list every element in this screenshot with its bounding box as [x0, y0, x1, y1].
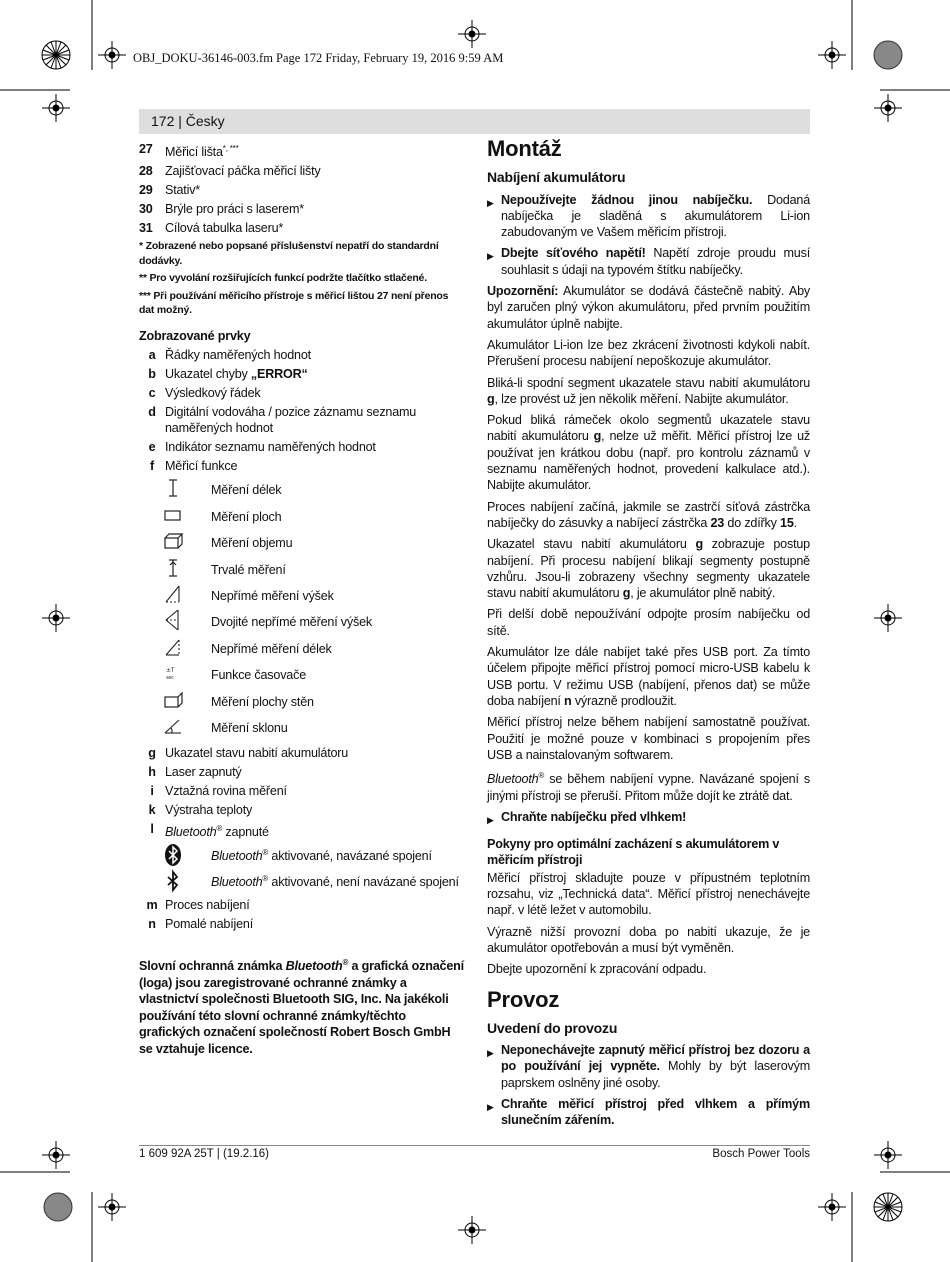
page-header-bar — [139, 109, 810, 134]
legend-letter: c — [148, 386, 156, 401]
legend-item — [139, 385, 465, 401]
paragraph-charge-indicator: Ukazatel stavu nabití akumulátoru g zobrazuje postup nabíjení. Při procesu nabíjení blikají segmenty postupně vzhůru. Jsou-li zobrazeny všechny segmenty ukazatele stavu nabití akumulátoru g, je akumulátor plně nabitý. — [487, 537, 810, 601]
bullet-charger: ▶ Nepoužívejte žádnou jinou nabíječku. Dodaná nabíječka je sladěná s akumulátorem Li-ion zabudovaným ve Vašem měřicím přístroji. — [487, 192, 810, 240]
right-column — [487, 136, 810, 1134]
function-item — [139, 530, 465, 556]
trademark-note: Slovní ochranná známka Bluetooth® a grafická označení (loga) jsou zaregistrované ochranné známky a vlastnictví společnosti Bluetooth SIG, Inc. Na jakékoli používání této slovní ochranné známky/těchto grafických označení společností Robert Bosch GmbH se vztahuje licence. — [139, 957, 464, 1056]
function-item — [139, 609, 465, 635]
file-header: OBJ_DOKU-36146-003.fm Page 172 Friday, February 19, 2016 9:59 AM — [133, 51, 504, 65]
section-provoz: Provoz — [487, 986, 560, 1012]
left-column — [139, 141, 465, 1057]
function-item — [139, 715, 465, 741]
legend-item — [139, 916, 465, 932]
paragraph-storage: Měřicí přístroj skladujte pouze v přípustném teplotním rozsahu, viz „Technická data“. Měřicí přístroj nenechávejte např. v létě ležet v automobilu. — [487, 870, 810, 918]
item-label: Stativ* — [165, 183, 200, 198]
page-header: 172 | Česky — [151, 113, 225, 129]
numbered-item — [139, 141, 465, 160]
timer-icon — [139, 663, 195, 687]
item-number: 29 — [139, 183, 153, 198]
legend-label: Digitální vodováha / pozice záznamu seznamu naměřených hodnot — [165, 405, 417, 436]
legend-item — [139, 821, 465, 840]
item-number: 31 — [139, 221, 153, 236]
numbered-item — [139, 182, 465, 198]
legend-label: Výstraha teploty — [165, 803, 253, 818]
paragraph-empty-battery: Pokud bliká rámeček okolo segmentů ukazatele stavu nabití akumulátoru g, nelze už měřit. Měřicí přístroj lze už používat jen krátkou dobu (např. pro kontrolu záznamů v seznamu naměřených hodnot, provedení kalkulace atd.). Nabijte akumulátor. — [487, 413, 810, 493]
function-label: Měření objemu — [211, 536, 293, 551]
wall-area-icon — [139, 690, 195, 714]
legend-item — [139, 347, 465, 363]
function-label: Dvojité nepřímé měření výšek — [211, 615, 372, 630]
function-label: Měření délek — [211, 483, 282, 498]
paragraph-usb: Akumulátor lze dále nabíjet také přes USB port. Za tímto účelem připojte měřicí přístroj pomocí micro-USB kabelu k USB portu. V režimu USB (nabíjení, přenos dat) se může doba nabíjení n výrazně prodloužit. — [487, 645, 810, 708]
bluetooth-list — [139, 843, 465, 895]
footer-left: 1 609 92A 25T | (19.2.16) — [139, 1148, 270, 1160]
function-item — [139, 689, 465, 715]
legend-label: Indikátor seznamu naměřených hodnot — [165, 440, 376, 455]
heading-charging: Nabíjení akumulátoru — [487, 169, 626, 186]
items-a-f — [139, 347, 465, 475]
numbered-item — [139, 201, 465, 217]
paragraph-charging-start: Proces nabíjení začíná, jakmile se zastrčí síťová zástrčka nabíječky do zásuvky a nabíjecí zástrčka 23 do zdířky 15. — [487, 499, 810, 530]
bullet-unattended: ▶ Neponechávejte zapnutý měřicí přístroj bez dozoru a po používání jej vypněte. Mohly by být laserovým paprskem oslněny jiné osoby. — [487, 1043, 810, 1090]
legend-label: Ukazatel chyby „ERROR“ — [165, 367, 308, 382]
function-item — [139, 504, 465, 530]
legend-label: Proces nabíjení — [165, 898, 250, 913]
legend-letter: f — [150, 459, 154, 474]
paragraph-unplug: Při delší době nepoužívání odpojte prosím nabíječku od sítě. — [487, 607, 810, 638]
footnote: ** Pro vyvolání rozšiřujících funkcí podržte tlačítko stlačené. — [139, 272, 427, 285]
legend-item — [139, 439, 465, 455]
paragraph-wear: Výrazně nižší provozní doba po nabití ukazuje, že je akumulátor opotřebován a musí být vyměněn. — [487, 924, 810, 955]
footnote: * Zobrazené nebo popsané příslušenství nepatří do standardní dodávky. — [139, 240, 439, 267]
bullet-voltage: ▶ Dbejte síťového napětí! Napětí zdroje proudu musí souhlasit s údaji na typovém štítku nabíječky. — [487, 246, 810, 277]
numbered-list — [139, 141, 465, 236]
paragraph-disposal: Dbejte upozornění k zpracování odpadu. — [487, 962, 707, 977]
bluetooth-connected-icon — [139, 843, 195, 871]
heading-startup: Uvedení do provozu — [487, 1019, 618, 1036]
indirect-height-icon — [139, 584, 195, 608]
legend-item — [139, 764, 465, 780]
legend-item — [139, 745, 465, 761]
function-label: Měření plochy stěn — [211, 694, 314, 709]
legend-italic: Bluetooth — [165, 825, 217, 840]
display-heading: Zobrazované prvky — [139, 328, 251, 343]
legend-label: Řádky naměřených hodnot — [165, 348, 311, 363]
paragraph-bluetooth: Bluetooth® se během nabíjení vypne. Navázané spojení s jinými přístroji se přeruší. Přitom může dojít ke ztrátě dat. — [487, 771, 810, 803]
length-icon — [139, 478, 195, 502]
legend-item — [139, 897, 465, 913]
legend-letter: d — [148, 405, 156, 420]
bluetooth-icon — [139, 869, 195, 897]
bluetooth-italic: Bluetooth — [211, 849, 263, 864]
legend-letter: h — [148, 765, 156, 780]
function-item — [139, 662, 465, 688]
indirect-length-icon — [139, 637, 195, 661]
function-label: Měření ploch — [211, 509, 282, 524]
legend-letter: g — [148, 746, 156, 761]
function-label: Funkce časovače — [211, 668, 307, 683]
double-indirect-height-icon — [139, 609, 195, 635]
footer-right: Bosch Power Tools — [712, 1148, 810, 1160]
legend-label: Laser zapnutý — [165, 765, 242, 780]
bullet-protect: ▶ Chraňte měřicí přístroj před vlhkem a přímým slunečním zářením. — [487, 1097, 810, 1128]
legend-item — [139, 366, 465, 382]
legend-label: Pomalé nabíjení — [165, 917, 254, 932]
function-label: Trvalé měření — [211, 562, 286, 577]
section-montaz: Montáž — [487, 136, 562, 161]
function-item — [139, 583, 465, 609]
paragraph-note: Upozornění: Akumulátor se dodává částečně nabitý. Aby byl zaručen plný výkon akumulátoru, před prvním použitím akumulátor úplně nabijte. — [487, 284, 810, 331]
function-label: Nepřímé měření délek — [211, 641, 332, 656]
items-m-n — [139, 897, 465, 932]
legend-letter: n — [148, 917, 156, 932]
function-item — [139, 557, 465, 583]
legend-letter: e — [148, 440, 156, 455]
legend-letter: m — [146, 898, 158, 913]
area-icon — [139, 505, 195, 529]
paragraph-usb-use: Měřicí přístroj nelze během nabíjení samostatně používat. Použití je možné pouze v kombinaci s propojením přes USB a nainstalovaným softwarem. — [487, 715, 810, 762]
slope-icon — [139, 716, 195, 740]
function-label: Měření sklonu — [211, 720, 288, 735]
items-g-l — [139, 745, 465, 840]
bluetooth-item — [139, 869, 465, 895]
item-number: 30 — [139, 202, 153, 217]
legend-bold: „ERROR“ — [250, 367, 308, 382]
paragraph-li-ion: Akumulátor Li-ion lze bez zkrácení životnosti kdykoli nabít. Přerušení procesu nabíjení nepoškozuje akumulátor. — [487, 337, 810, 369]
footnotes — [139, 239, 465, 318]
legend-label: Výsledkový řádek — [165, 386, 261, 401]
registered-mark: ® — [262, 874, 269, 884]
legend-item — [139, 783, 465, 799]
legend-letter: i — [150, 784, 154, 799]
svg-text:sec: sec — [166, 675, 174, 682]
item-number: 27 — [139, 142, 153, 156]
legend-item — [139, 458, 465, 474]
legend-letter: k — [148, 803, 156, 818]
bullet-moisture: ▶ Chraňte nabíječku před vlhkem! — [487, 809, 687, 825]
legend-item — [139, 404, 465, 437]
legend-label: Ukazatel stavu nabití akumulátoru — [165, 746, 349, 761]
registered-mark: ® — [216, 824, 223, 834]
item-superscript: *, *** — [222, 144, 239, 153]
item-label: Cílová tabulka laseru* — [165, 221, 284, 236]
legend-label: Vztažná rovina měření — [165, 784, 287, 799]
item-label: Zajišťovací páčka měřicí lišty — [165, 164, 321, 179]
footnote: *** Při používání měřicího přístroje s měřicí lištou 27 není přenos dat možný. — [139, 289, 449, 317]
legend-letter: b — [148, 367, 156, 382]
function-label: Nepřímé měření výšek — [211, 589, 334, 604]
legend-letter: l — [150, 822, 154, 837]
item-number: 28 — [139, 164, 153, 179]
paragraph-low-battery: Bliká-li spodní segment ukazatele stavu nabití akumulátoru g, lze provést už jen několik měření. Nabijte akumulátor. — [487, 375, 810, 406]
legend-item — [139, 802, 465, 818]
numbered-item — [139, 163, 465, 179]
function-item — [139, 636, 465, 662]
numbered-item — [139, 220, 465, 236]
continuous-icon — [139, 558, 195, 582]
svg-text:±T: ±T — [166, 667, 175, 675]
function-item — [139, 477, 465, 503]
footer-rule — [139, 1145, 810, 1146]
bluetooth-item — [139, 843, 465, 869]
item-label: Brýle pro práci s laserem* — [165, 202, 304, 217]
heading-optimal-handling: Pokyny pro optimální zacházení s akumulátorem v měřicím přístroji — [487, 837, 780, 868]
legend-label: Bluetooth® zapnuté — [165, 824, 269, 840]
legend-label: Měřicí funkce — [165, 459, 238, 474]
volume-icon — [139, 531, 195, 555]
bluetooth-italic: Bluetooth — [211, 875, 263, 890]
function-list — [139, 477, 465, 741]
registered-mark: ® — [262, 848, 269, 858]
item-label: Měřicí lišta*, *** — [165, 144, 239, 160]
bluetooth-label: Bluetooth® aktivované, není navázané spojení — [211, 874, 459, 890]
legend-letter: a — [148, 348, 156, 363]
bluetooth-label: Bluetooth® aktivované, navázané spojení — [211, 848, 432, 864]
